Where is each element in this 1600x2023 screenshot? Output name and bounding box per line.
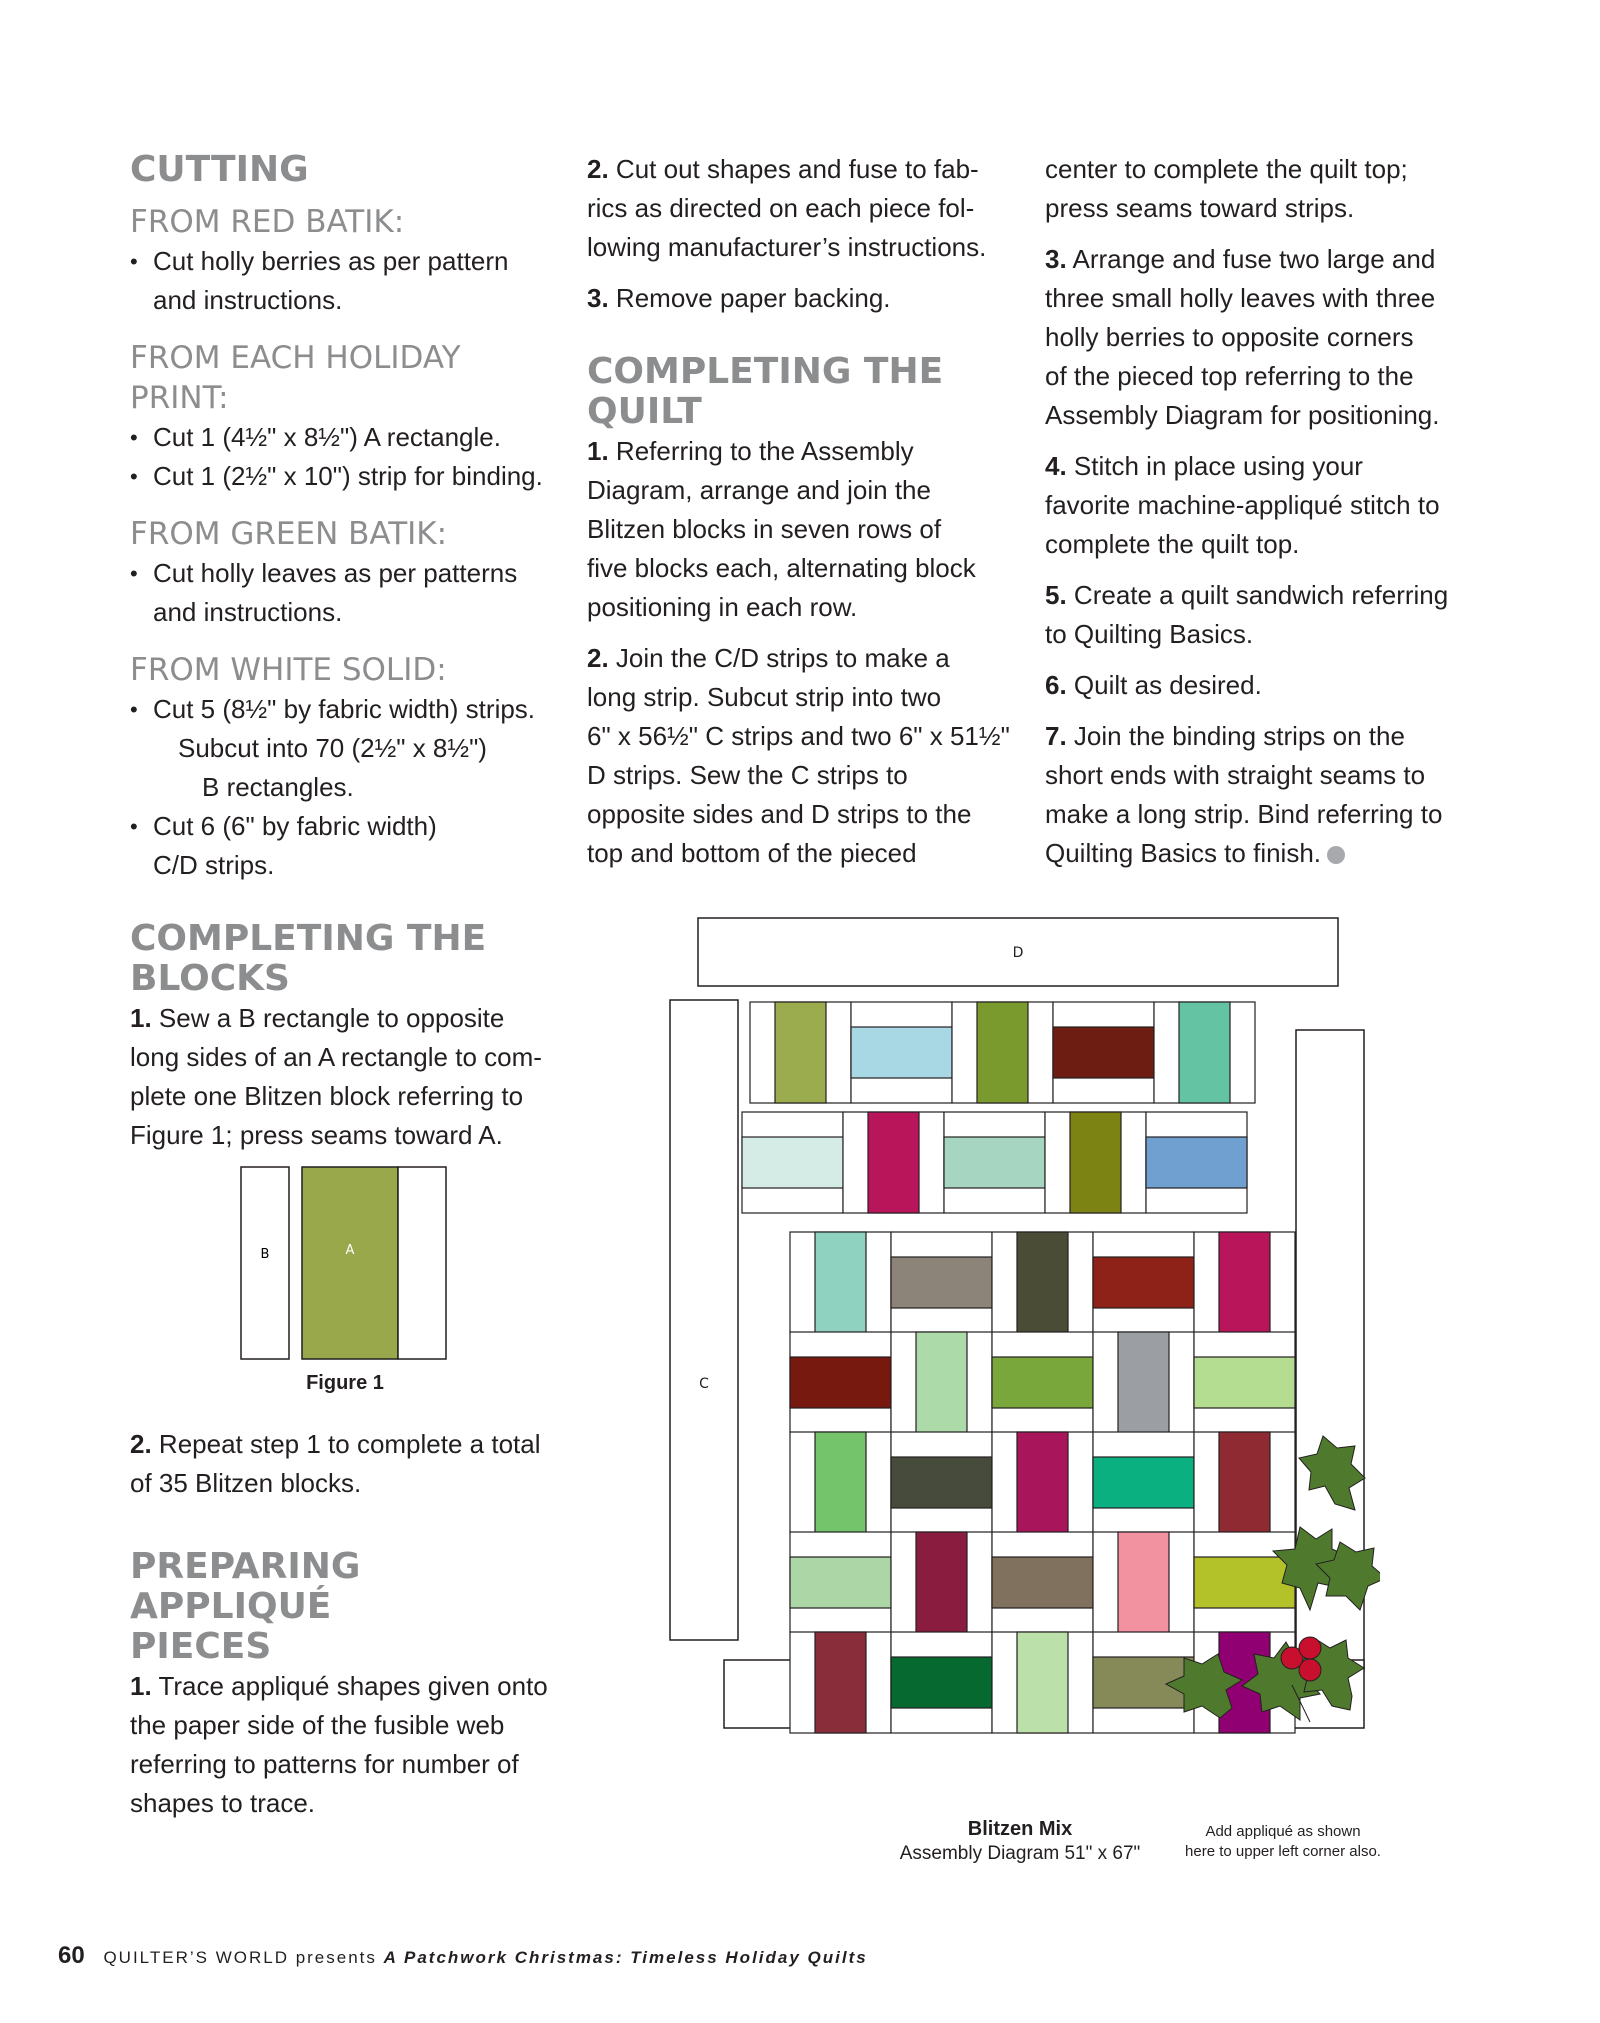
figure-label-a: A (345, 1243, 355, 1258)
text-span: Sew a B rectangle to opposite (158, 1003, 505, 1033)
quilt-block (1146, 1112, 1247, 1213)
text-line: Blitzen blocks in seven rows of (587, 514, 942, 544)
text-span: Arrange and fuse two large and (1072, 244, 1436, 274)
text-line: short ends with straight seams to (1045, 760, 1426, 790)
block-center-a (1219, 1232, 1270, 1333)
text-line: complete the quilt top. (1045, 529, 1300, 559)
text-line: the paper side of the fusible web (130, 1710, 505, 1740)
quilt-block (1194, 1332, 1295, 1433)
step-number: 6. (1045, 670, 1067, 700)
block-center-a (891, 1457, 992, 1508)
text-line (130, 1667, 570, 1706)
step-number: 1. (130, 1003, 152, 1033)
block-grid (742, 1002, 1295, 1733)
block-center-a (1093, 1457, 1194, 1508)
block-center-a (992, 1357, 1093, 1408)
step-5 (1045, 576, 1475, 654)
block-center-a (1070, 1112, 1121, 1213)
holiday-print-heading (130, 338, 570, 418)
step-4 (1045, 447, 1475, 564)
list-item-cont: B rectangles. (202, 772, 354, 802)
block-center-a (916, 1532, 967, 1633)
block-center-a (1118, 1532, 1169, 1633)
text-span: Join the C/D strips to make a (615, 643, 950, 673)
holly-berry-icon (1299, 1637, 1321, 1659)
block-center-a (1093, 1257, 1194, 1308)
block-center-a (992, 1557, 1093, 1608)
step-6 (1045, 666, 1475, 705)
heading-line: COMPLETING THE (130, 918, 487, 959)
list-item-cont: and instructions. (153, 285, 343, 315)
text-span: Referring to the Assembly (615, 436, 914, 466)
quilt-block (742, 1112, 843, 1213)
quilt-block (790, 1232, 891, 1333)
text-line: long strip. Subcut strip into two (587, 682, 942, 712)
completing-blocks-heading (130, 919, 570, 999)
quilt-block (1194, 1532, 1295, 1633)
block-center-a (1017, 1432, 1068, 1533)
holiday-print-list (130, 418, 570, 496)
text-span: Repeat step 1 to complete a total (158, 1429, 541, 1459)
text-line: D strips. Sew the C strips to (587, 760, 908, 790)
block-center-a (851, 1027, 952, 1078)
figure-rect-b-right (398, 1167, 446, 1359)
step-number: 7. (1045, 721, 1067, 751)
text-line (1045, 576, 1475, 615)
quilt-block (1045, 1112, 1146, 1213)
text-line (587, 150, 1017, 189)
page-footer (58, 1942, 868, 1970)
block-center-a (815, 1432, 866, 1533)
text-span: Cut out shapes and fuse to fab- (615, 154, 979, 184)
note-line: Add appliqué as shown (1205, 1823, 1361, 1840)
text-line (1045, 834, 1475, 873)
heading-line: COMPLETING THE (587, 351, 944, 392)
preparing-applique-heading (130, 1547, 570, 1667)
block-center-a (1017, 1632, 1068, 1733)
diagram-title: Blitzen Mix (967, 1818, 1073, 1840)
assembly-diagram (660, 910, 1380, 1810)
blocks-step-1 (130, 999, 570, 1155)
end-mark-icon (1327, 846, 1345, 864)
quilt-block (992, 1632, 1093, 1733)
applique-step-1 (130, 1667, 570, 1823)
step-3 (587, 279, 1017, 318)
text-line: holly berries to opposite corners (1045, 322, 1414, 352)
blocks-step-2 (130, 1425, 570, 1503)
text-line (1045, 240, 1475, 279)
quilt-block (1194, 1232, 1295, 1333)
step-number: 2. (587, 154, 609, 184)
step-3-applique (1045, 240, 1475, 435)
block-center-a (1194, 1557, 1295, 1608)
text-line: Figure 1; press seams toward A. (130, 1120, 503, 1150)
text-line: lowing manufacturer’s instructions. (587, 232, 987, 262)
text-span: Stitch in place using your (1073, 451, 1363, 481)
block-center-a (916, 1332, 967, 1433)
list-item: • Cut 1 (4½" x 8½") A rectangle. (130, 418, 570, 457)
text-line (130, 999, 570, 1038)
figure-caption: Figure 1 (306, 1372, 384, 1394)
completing-quilt-heading (587, 352, 1017, 432)
text-line: long sides of an A rectangle to com- (130, 1042, 542, 1072)
block-center-a (868, 1112, 919, 1213)
block-center-a (815, 1232, 866, 1333)
quilt-block (1093, 1332, 1194, 1433)
block-center-a (1017, 1232, 1068, 1333)
text-line: Diagram, arrange and join the (587, 475, 931, 505)
heading-line: BLOCKS (130, 958, 290, 999)
quilt-block (891, 1632, 992, 1733)
text-span: Quilting Basics to finish. (1045, 838, 1322, 868)
page-number: 60 (58, 1942, 85, 1969)
label-d: D (1012, 945, 1024, 961)
quilt-block (992, 1232, 1093, 1333)
quilt-block (952, 1002, 1053, 1103)
book-title: A Patchwork Christmas: Timeless Holiday Quilts (383, 1948, 868, 1967)
quilt-block (944, 1112, 1045, 1213)
figure-1-block (240, 1166, 450, 1362)
text-line (587, 639, 1017, 678)
text-line: Assembly Diagram for positioning. (1045, 400, 1440, 430)
white-solid-list (130, 690, 570, 885)
figure-label-b: B (260, 1247, 270, 1262)
holiday-heading-line: FROM EACH HOLIDAY (130, 340, 461, 376)
list-item: • Cut 6 (6" by fabric width) (130, 807, 570, 846)
green-batik-heading: FROM GREEN BATIK: (130, 516, 448, 552)
quilt-block (891, 1232, 992, 1333)
step-number: 4. (1045, 451, 1067, 481)
text-line: top and bottom of the pieced (587, 838, 917, 868)
text-line: plete one Blitzen block referring to (130, 1081, 524, 1111)
heading-line: PREPARING APPLIQUÉ (130, 1546, 361, 1627)
holiday-heading-line: PRINT: (130, 380, 229, 416)
quilt-block (1194, 1432, 1295, 1533)
text-line: press seams toward strips. (1045, 193, 1355, 223)
step-number: 3. (587, 283, 609, 313)
quilt-block (750, 1002, 851, 1103)
block-center-a (891, 1257, 992, 1308)
quilt-block (851, 1002, 952, 1103)
red-batik-list (130, 242, 570, 320)
text-line: positioning in each row. (587, 592, 858, 622)
block-center-a (815, 1632, 866, 1733)
block-center-a (790, 1357, 891, 1408)
text-line (1045, 447, 1475, 486)
quilt-block (790, 1332, 891, 1433)
block-center-a (891, 1657, 992, 1708)
list-item: • Cut holly berries as per pattern (130, 242, 570, 281)
step-continued (1045, 150, 1475, 228)
text-line (1045, 666, 1475, 705)
step-number: 2. (130, 1429, 152, 1459)
list-item-cont: Subcut into 70 (2½" x 8½") (178, 733, 487, 763)
text-line (587, 432, 1017, 471)
quilt-step-1 (587, 432, 1017, 627)
quilt-block (891, 1432, 992, 1533)
column-right (1045, 150, 1475, 873)
list-item: • Cut holly leaves as per patterns (130, 554, 570, 593)
step-number: 3. (1045, 244, 1067, 274)
quilt-block (992, 1432, 1093, 1533)
quilt-block (992, 1532, 1093, 1633)
text-line: favorite machine-appliqué stitch to (1045, 490, 1440, 520)
text-span: Trace appliqué shapes given onto (158, 1671, 548, 1701)
list-item: • Cut 5 (8½" by fabric width) strips. (130, 690, 570, 729)
text-line (130, 1425, 570, 1464)
text-line: shapes to trace. (130, 1788, 315, 1818)
green-batik-list (130, 554, 570, 632)
quilt-block (1053, 1002, 1154, 1103)
red-batik-heading: FROM RED BATIK: (130, 204, 405, 240)
heading-line: QUILT (587, 391, 702, 432)
block-center-a (742, 1137, 843, 1188)
quilt-block (1093, 1532, 1194, 1633)
text-line: to Quilting Basics. (1045, 619, 1254, 649)
text-span: Quilt as desired. (1073, 670, 1262, 700)
quilt-block (843, 1112, 944, 1213)
note-line: here to upper left corner also. (1185, 1843, 1381, 1860)
quilt-block (1154, 1002, 1255, 1103)
quilt-block (790, 1632, 891, 1733)
block-center-a (1118, 1332, 1169, 1433)
text-line: of the pieced top referring to the (1045, 361, 1414, 391)
quilt-block (1093, 1232, 1194, 1333)
quilt-block (1093, 1432, 1194, 1533)
white-solid-heading: FROM WHITE SOLID: (130, 652, 447, 688)
strip-c-left (670, 1000, 738, 1640)
list-item-cont: C/D strips. (153, 850, 275, 880)
step-number: 5. (1045, 580, 1067, 610)
text-span: Remove paper backing. (615, 283, 891, 313)
text-line: rics as directed on each piece fol- (587, 193, 975, 223)
block-center-a (775, 1002, 826, 1103)
block-center-a (790, 1557, 891, 1608)
quilt-block (891, 1532, 992, 1633)
quilt-block (790, 1432, 891, 1533)
column-left (130, 150, 570, 1823)
quilt-step-2 (587, 639, 1017, 873)
quilt-block (790, 1532, 891, 1633)
text-line: three small holly leaves with three (1045, 283, 1436, 313)
block-center-a (977, 1002, 1028, 1103)
holly-berry-icon (1299, 1659, 1321, 1681)
text-line: five blocks each, alternating block (587, 553, 976, 583)
quilt-block (891, 1332, 992, 1433)
block-center-a (1219, 1432, 1270, 1533)
step-2 (587, 150, 1017, 267)
figure-rect-b-left (241, 1167, 289, 1359)
block-center-a (1179, 1002, 1230, 1103)
list-item-cont: and instructions. (153, 597, 343, 627)
heading-line: PIECES (130, 1626, 272, 1667)
step-7 (1045, 717, 1475, 873)
text-line: of 35 Blitzen blocks. (130, 1468, 362, 1498)
figure-rect-a (302, 1167, 398, 1359)
diagram-note (1168, 1822, 1398, 1862)
text-line: center to complete the quilt top; (1045, 154, 1408, 184)
block-center-a (1053, 1027, 1154, 1078)
text-line: make a long strip. Bind referring to (1045, 799, 1443, 829)
text-line (587, 279, 1017, 318)
publisher: QUILTER’S WORLD presents (103, 1948, 377, 1967)
text-line: opposite sides and D strips to the (587, 799, 972, 829)
label-c: C (699, 1376, 709, 1392)
diagram-subtitle: Assembly Diagram 51" x 67" (899, 1843, 1141, 1864)
column-middle (587, 150, 1017, 873)
text-line: 6" x 56½" C strips and two 6" x 51½" (587, 721, 1010, 751)
text-line: referring to patterns for number of (130, 1749, 519, 1779)
step-number: 2. (587, 643, 609, 673)
step-number: 1. (587, 436, 609, 466)
text-line (1045, 717, 1475, 756)
block-center-a (1194, 1357, 1295, 1408)
block-center-a (1146, 1137, 1247, 1188)
text-span: Create a quilt sandwich referring (1073, 580, 1449, 610)
block-center-a (944, 1137, 1045, 1188)
list-item: • Cut 1 (2½" x 10") strip for binding. (130, 457, 570, 496)
cutting-heading: CUTTING (130, 149, 309, 190)
step-number: 1. (130, 1671, 152, 1701)
text-span: Join the binding strips on the (1073, 721, 1405, 751)
quilt-block (992, 1332, 1093, 1433)
